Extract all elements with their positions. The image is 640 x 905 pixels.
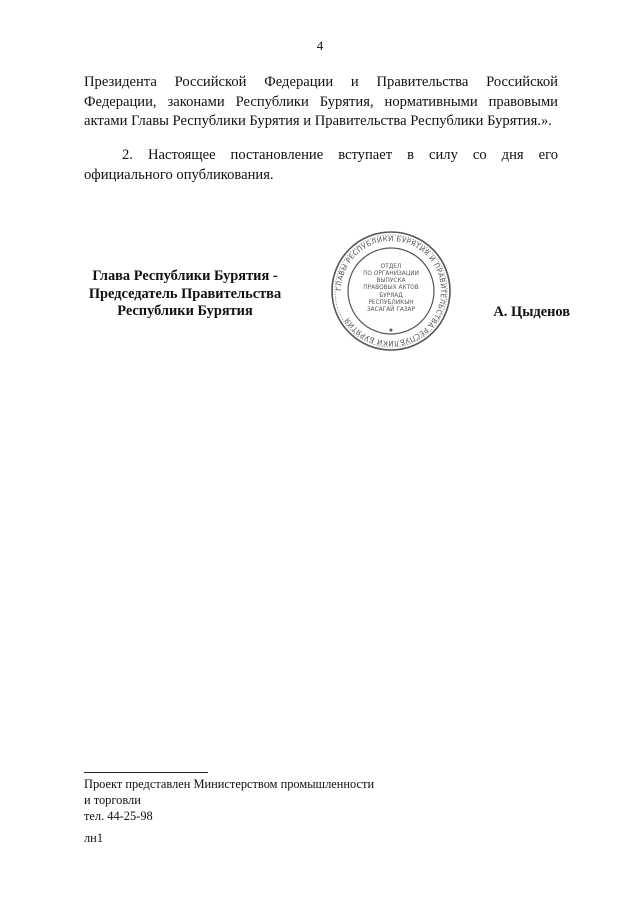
signatory-name: А. Цыденов bbox=[493, 304, 570, 320]
seal-center-text bbox=[363, 264, 419, 313]
seal-center-line: БУРЯАД bbox=[379, 293, 403, 299]
signature-title-line: Председатель Правительства bbox=[88, 285, 282, 302]
seal-inner-ring bbox=[348, 248, 434, 334]
footnote-author: Проект представлен Министерством промышленности bbox=[84, 777, 375, 791]
signature-title-line: Республики Бурятия bbox=[117, 303, 253, 319]
page-number: 4 bbox=[316, 38, 324, 53]
signature-title-line: Глава Республики Бурятия - bbox=[92, 268, 278, 284]
seal-center-line: РЕСПУБЛИКЫН bbox=[368, 300, 414, 306]
seal-dot bbox=[390, 329, 393, 332]
seal-outer-text: ГЛАВЫ РЕСПУБЛИКИ БУРЯТИЯ И ПРАВИТЕЛЬСТВА РЕСПУБЛИКИ БУРЯТИЯ bbox=[334, 234, 448, 348]
footnote-phone: тел. 44-25-98 bbox=[84, 809, 153, 823]
seal-center-line: ПО ОРГАНИЗАЦИИ bbox=[363, 271, 419, 277]
official-seal-stamp bbox=[330, 230, 452, 352]
seal-center-line: ЗАСАГАЙ ГАЗАР bbox=[366, 307, 416, 313]
signature-title bbox=[74, 268, 296, 321]
seal-center-line: ПРАВОВЫХ АКТОВ bbox=[363, 285, 419, 291]
seal-outer-ring bbox=[332, 232, 450, 350]
body-paragraph-2: 2. Настоящее постановление вступает в силу со дня его официального опубликования. bbox=[84, 147, 558, 183]
seal-center-line: ВЫПУСКА bbox=[376, 278, 406, 284]
footnote-divider bbox=[84, 772, 208, 773]
footnote-code: лн1 bbox=[84, 831, 104, 845]
body-paragraph-1: Президента Российской Федерации и Правительства Российской Федерации, законами Республики Бурятия, нормативными правовыми актами Главы Республики Бурятия и Правительства Республики Бурятия.». bbox=[84, 74, 558, 129]
footnote-author-continued: и торговли bbox=[84, 793, 141, 807]
seal-center-line: ОТДЕЛ bbox=[380, 264, 402, 270]
